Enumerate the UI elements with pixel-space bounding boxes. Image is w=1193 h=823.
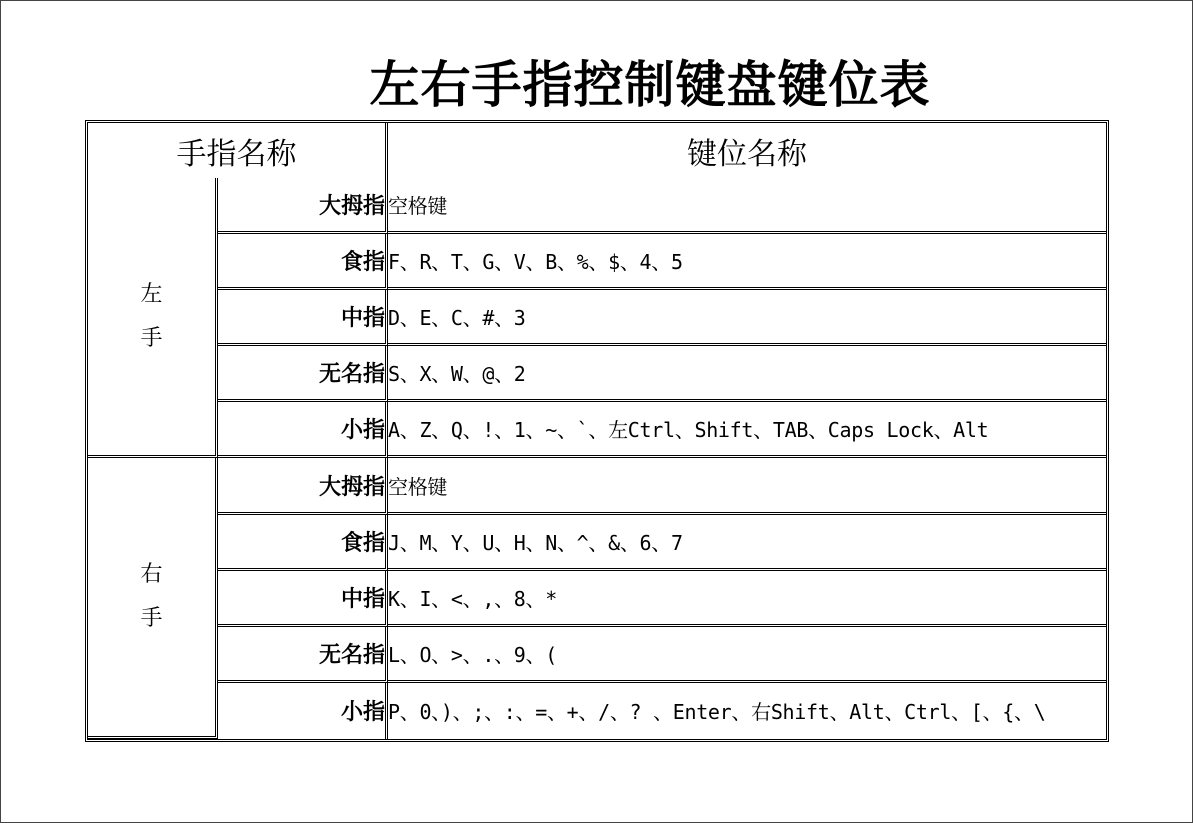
hand-label-char: 右 <box>140 562 163 588</box>
hand-cell-right <box>88 458 218 739</box>
keys-cell: F、R、T、G、V、B、%、$、4、5 <box>388 234 1106 290</box>
keys-cell: J、M、Y、U、H、N、^、&、6、7 <box>388 515 1106 571</box>
table-row <box>88 458 1106 514</box>
table-row <box>88 683 1106 739</box>
keys-cell: 空格键 <box>388 458 1106 514</box>
header-key-name: 键位名称 <box>687 136 807 172</box>
hand-label-char: 左 <box>140 281 163 307</box>
finger-name-cell: 食指 <box>218 234 388 290</box>
table-header-row <box>88 123 1106 178</box>
table-row <box>88 290 1106 346</box>
hand-label-char: 手 <box>140 325 163 351</box>
finger-name-cell: 大拇指 <box>218 458 388 514</box>
finger-name-cell: 食指 <box>218 515 388 571</box>
hand-cell-left <box>88 178 218 458</box>
finger-name-cell: 无名指 <box>218 627 388 683</box>
table-row <box>88 402 1106 458</box>
keys-cell: D、E、C、#、3 <box>388 290 1106 346</box>
keys-cell: 空格键 <box>388 178 1106 234</box>
keys-cell: S、X、W、@、2 <box>388 346 1106 402</box>
finger-name-cell: 中指 <box>218 290 388 346</box>
table-row <box>88 234 1106 290</box>
table-row <box>88 627 1106 683</box>
keys-cell: L、O、>、.、9、( <box>388 627 1106 683</box>
table-row <box>88 515 1106 571</box>
finger-name-cell: 大拇指 <box>218 178 388 234</box>
header-finger-name: 手指名称 <box>88 123 388 178</box>
table-row <box>88 178 1106 234</box>
finger-name-cell: 小指 <box>218 683 388 739</box>
table-row <box>88 346 1106 402</box>
keys-cell: K、I、<、,、8、* <box>388 571 1106 627</box>
finger-name-cell: 小指 <box>218 402 388 458</box>
keys-cell: A、Z、Q、!、1、~、`、左Ctrl、Shift、TAB、Caps Lock、Alt <box>388 402 1106 458</box>
table-row <box>88 571 1106 627</box>
hand-label-char: 手 <box>140 606 163 632</box>
document-title: 左右手指控制键盘键位表 <box>369 55 931 114</box>
finger-key-table <box>85 120 1109 742</box>
finger-name-cell: 中指 <box>218 571 388 627</box>
keys-cell: P、0、)、;、:、=、+、/、? 、Enter、右Shift、Alt、Ctrl、[、{、\ <box>388 700 1046 725</box>
finger-name-cell: 无名指 <box>218 346 388 402</box>
